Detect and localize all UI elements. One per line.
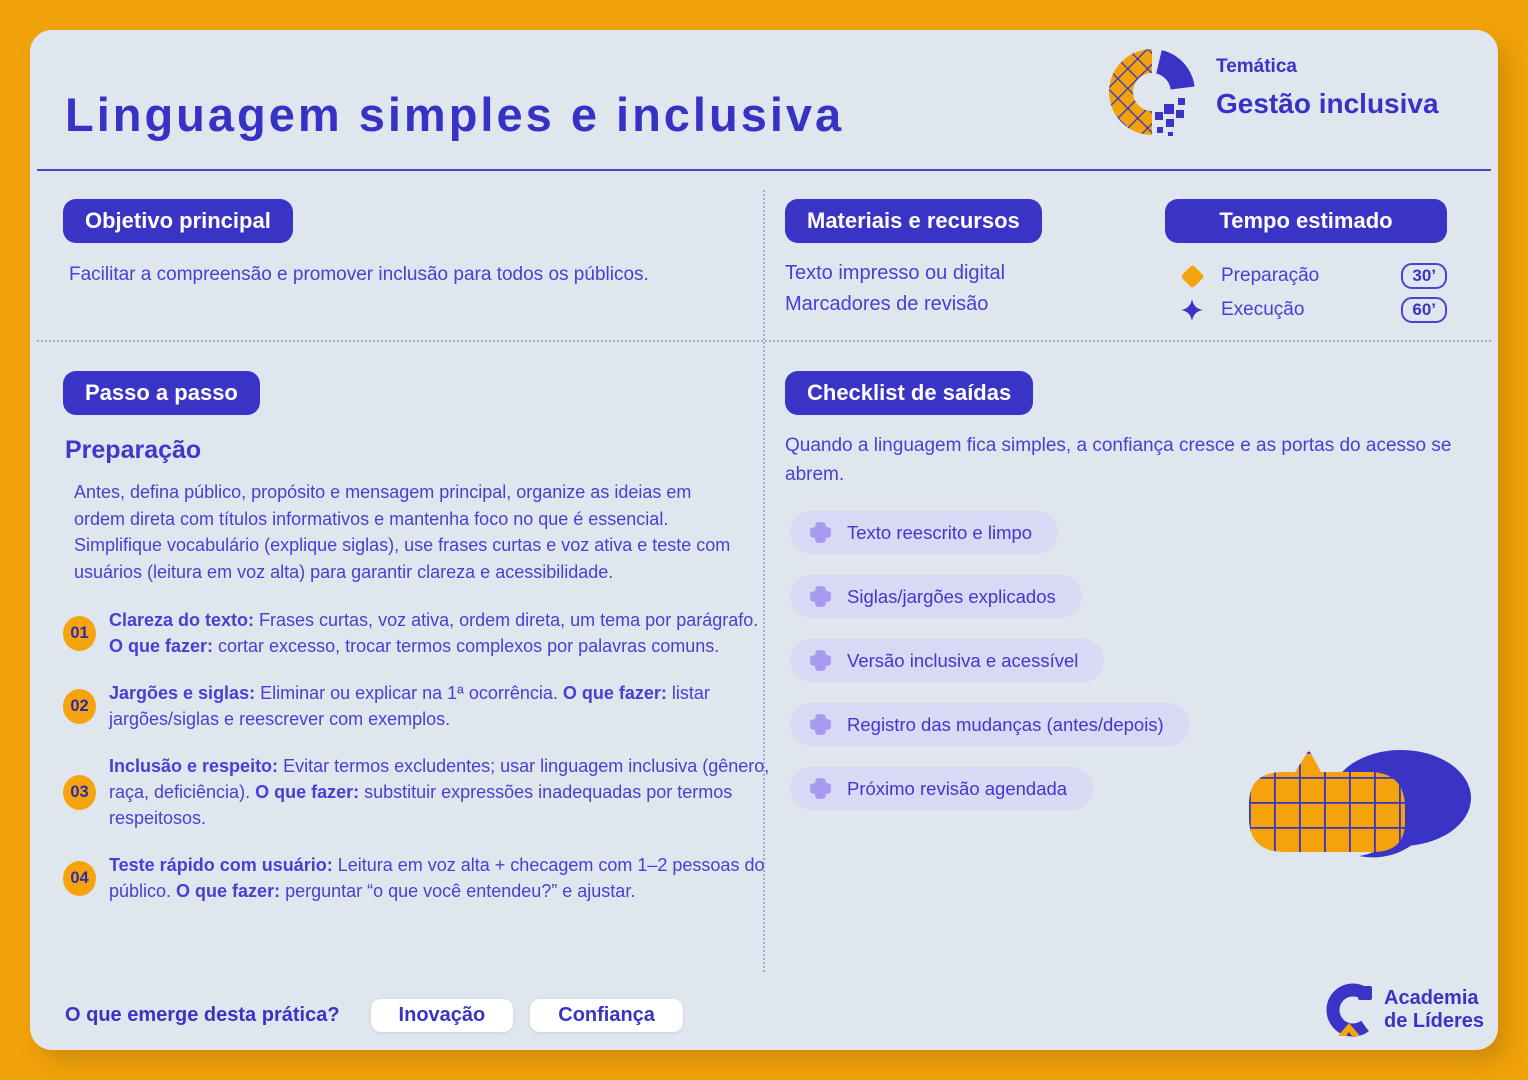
checklist-item [790,703,1190,746]
plus-icon [808,776,833,801]
step-body: Evitar termos excludentes; usar linguagem inclusiva (gênero, raça, deficiência). [109,756,770,802]
step-body: Eliminar ou explicar na 1ª ocorrência. [255,683,563,703]
theme-brand [1108,48,1439,136]
time-value-badge: 30’ [1401,263,1447,289]
time-row-execution [1165,293,1447,327]
step-body: listar jargões/siglas e reescrever com exemplos. [109,683,710,729]
ring-mosaic-icon [1108,48,1196,136]
materials-list [785,258,1042,320]
objective-section [63,199,669,289]
brand-line-2: de Líderes [1384,1010,1485,1032]
time-header-pill: Tempo estimado [1165,199,1447,243]
brand-line-1: Academia [1384,987,1479,1009]
checklist-item [790,639,1104,682]
step-fazer-label: O que fazer: [109,636,214,656]
plus-icon [808,648,833,673]
theme-text [1216,48,1439,120]
theme-value: Gestão inclusiva [1216,88,1439,119]
step-lead: Teste rápido com usuário: [109,855,333,875]
step-body: perguntar “o que você entendeu?” e ajustar. [280,881,636,901]
checklist-item [790,575,1082,618]
time-value-badge: 60’ [1401,297,1447,323]
time-row-preparation [1165,259,1447,293]
brand-footer [1322,982,1484,1038]
step-body: substituir expressões inadequadas por termos respeitosos. [109,782,733,828]
objective-text: Facilitar a compreensão e promover inclusão para todos os públicos. [69,264,649,285]
materials-header-pill: Materiais e recursos [785,199,1042,243]
time-label: Execução [1221,299,1305,320]
step-number-badge: 01 [63,616,96,651]
step-body: Leitura em voz alta + checagem com 1–2 pessoas do público. [109,855,765,901]
step-fazer-label: O que fazer: [562,683,667,703]
step-lead: Jargões e siglas: [109,683,256,703]
step-item-02 [63,680,775,732]
step-body: cortar excesso, trocar termos complexos por palavras comuns. [213,636,720,656]
sparkle-icon [1179,298,1205,322]
checklist-section [785,371,1485,810]
checklist-item-label: Registro das mudanças (antes/depois) [847,713,1164,735]
checklist-item-label: Próximo revisão agendada [847,777,1068,799]
diamond-icon [1179,268,1205,285]
checklist-header-pill: Checklist de saídas [785,371,1033,415]
plus-icon [808,712,833,737]
tag-confianca[interactable]: Confiança [530,999,683,1032]
steps-subheader: Preparação [65,436,202,464]
plus-icon [808,520,833,545]
step-item-01 [63,607,775,659]
step-fazer-label: O que fazer: [255,782,360,802]
step-number-badge: 04 [63,861,96,896]
step-text [109,852,775,904]
footer-question: O que emerge desta prática? [65,1004,340,1026]
checklist-item-label: Versão inclusiva e acessível [847,649,1079,671]
plus-icon [808,584,833,609]
step-number-badge: 02 [63,689,96,724]
steps-header-pill: Passo a passo [63,371,260,415]
step-lead: Inclusão e respeito: [109,756,279,776]
time-rows [1165,259,1447,327]
header-divider [37,169,1491,171]
speech-bubbles-illustration [1243,748,1478,865]
theme-label: Temática [1216,56,1297,77]
checklist-intro: Quando a linguagem fica simples, a confiança cresce e as portas do acesso se abrem. [785,435,1452,485]
step-text [109,680,775,732]
practice-card [30,30,1498,1050]
brand-name [1384,987,1484,1033]
steps-intro: Antes, defina público, propósito e mensagem principal, organize as ideias em ordem direta com títulos informativos e mantenha foco no que é essencial. Simplifique vocabulário (explique siglas), use frases curtas e voz ativa e teste com usuários (leitura em voz alta) para garantir clareza e acessibilidade. [74,482,731,582]
materials-item: Marcadores de revisão [785,293,989,315]
step-fazer-label: O que fazer: [176,881,281,901]
step-text [109,753,775,831]
step-item-04 [63,852,775,904]
footer-row [65,999,683,1032]
objective-header-pill: Objetivo principal [63,199,293,243]
materials-item: Texto impresso ou digital [785,262,1006,284]
step-body: Frases curtas, voz ativa, ordem direta, um tema por parágrafo. [254,610,759,630]
step-text [109,607,775,659]
tag-inovacao[interactable]: Inovação [371,999,514,1032]
step-number-badge: 03 [63,775,96,810]
page-title: Linguagem simples e inclusiva [65,88,845,142]
academia-c-icon [1322,982,1374,1038]
checklist-item [790,767,1093,810]
step-item-03 [63,753,775,831]
step-lead: Clareza do texto: [109,610,255,630]
checklist-item-label: Texto reescrito e limpo [847,521,1033,543]
checklist-item [790,511,1058,554]
checklist-item-label: Siglas/jargões explicados [847,585,1056,607]
steps-list [63,607,775,904]
steps-section [63,371,775,925]
time-label: Preparação [1221,265,1320,286]
materials-section [785,199,1042,320]
estimated-time-section [1165,199,1447,327]
